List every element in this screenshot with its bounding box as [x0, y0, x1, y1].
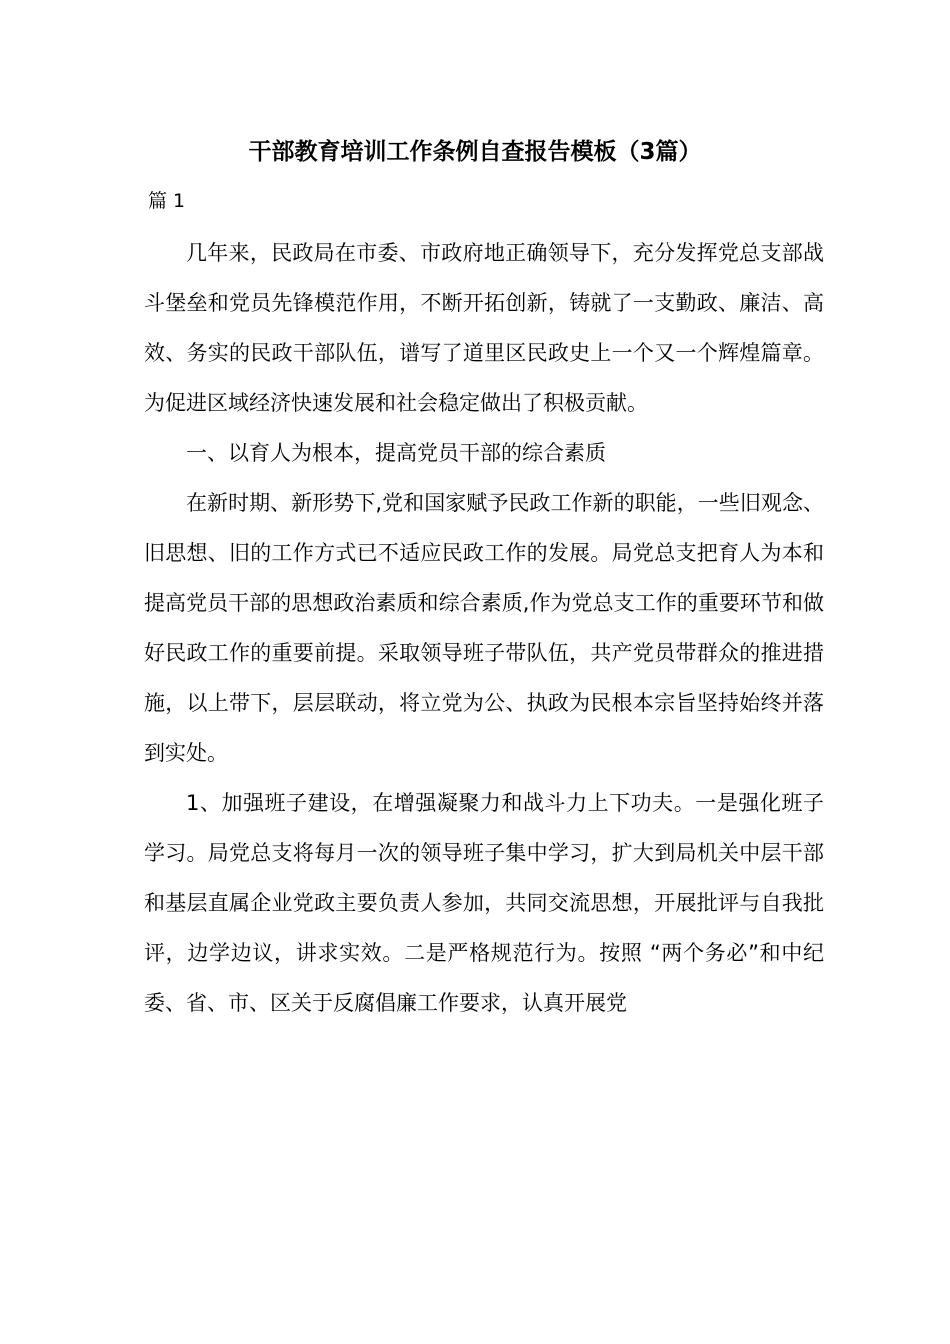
document-title: 干部教育培训工作条例自查报告模板（3篇） — [248, 139, 702, 165]
paragraph: 一、以育人为根本，提高党员干部的综合素质 — [186, 441, 606, 465]
document-body — [144, 228, 824, 1028]
section-label: 篇 1 — [148, 190, 186, 212]
paragraph: 在新时期、新形势下,党和国家赋予民政工作新的职能，一些旧观念、旧思想、旧的工作方式已不适应民政工作的发展。局党总支把育人为本和提高党员干部的思想政治素质和综合素质,作为党总支工作的重要环节和做好民政工作的重要前提。采取领导班子带队伍，共产党员带群众的推进措施，以上带下，层层联动，将立党为公、执政为民根本宗旨坚持始终并落到实处。 — [144, 491, 824, 765]
paragraph: 1、加强班子建设，在增强凝聚力和战斗力上下功夫。一是强化班子学习。局党总支将每月一次的领导班子集中学习，扩大到局机关中层干部和基层直属企业党政主要负责人参加，共同交流思想，开展批评与自我批评，边学边议，讲求实效。二是严格规范行为。按照 “两个务必”和中纪委、省、市、区关于反腐倡廉工作要求，认真开展党 — [144, 791, 824, 1015]
paragraph: 几年来，民政局在市委、市政府地正确领导下，充分发挥党总支部战斗堡垒和党员先锋模范作用，不断开拓创新，铸就了一支勤政、廉洁、高效、务实的民政干部队伍，谱写了道里区民政史上一个又一个辉煌篇章。为促进区域经济快速发展和社会稳定做出了积极贡献。 — [144, 241, 824, 415]
